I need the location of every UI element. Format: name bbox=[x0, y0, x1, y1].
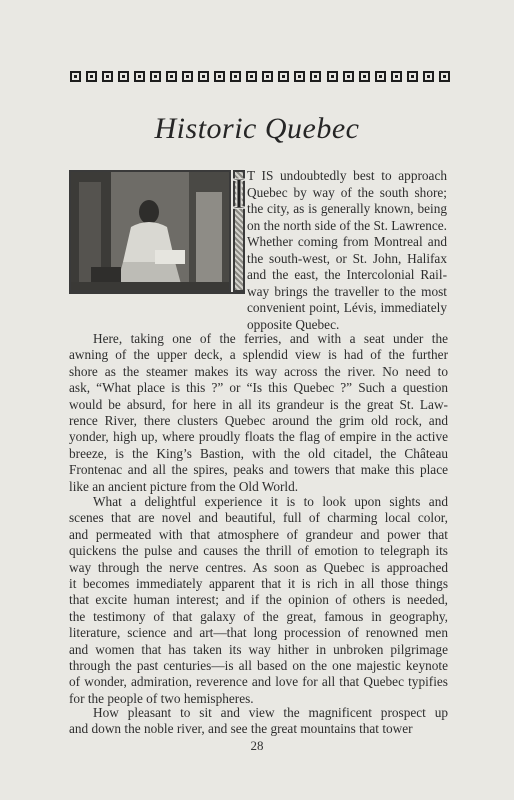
text-line: and women that has taken its way hither in unbroken pilgrimage bbox=[69, 641, 448, 657]
border-square bbox=[246, 71, 257, 82]
text-line: yonder, high up, where proudly floats the flag of empire in the active bbox=[69, 429, 448, 445]
text-line: convenient point, Lévis, immediately bbox=[247, 300, 447, 315]
border-square bbox=[134, 71, 145, 82]
dropcap-letter: I bbox=[231, 169, 247, 218]
text-line: way through the nerve centres. As soon as Quebec is approached bbox=[69, 559, 448, 575]
border-square bbox=[150, 71, 161, 82]
border-square bbox=[70, 71, 81, 82]
text-line: on the north side of the St. Lawrence. bbox=[247, 217, 447, 233]
border-square bbox=[343, 71, 354, 82]
text-line: the city, as is generally known, being bbox=[247, 201, 447, 216]
border-square bbox=[118, 71, 129, 82]
border-square bbox=[423, 71, 434, 82]
page-title: Historic Quebec bbox=[154, 112, 360, 145]
border-square bbox=[439, 71, 450, 82]
border-square bbox=[262, 71, 273, 82]
text-line: scenes that are novel and beautiful, full of charming local color, bbox=[69, 510, 448, 526]
border-square bbox=[407, 71, 418, 82]
border-square bbox=[166, 71, 177, 82]
border-square bbox=[310, 71, 321, 82]
text-line: the testimony of that galaxy of the great, famous in geography, bbox=[69, 608, 448, 624]
border-square bbox=[359, 71, 370, 82]
border-square bbox=[182, 71, 193, 82]
text-line: through the past centuries—is all based on the one majestic keynote bbox=[69, 658, 448, 673]
border-square bbox=[327, 71, 338, 82]
illustration-photo bbox=[69, 170, 231, 292]
page-number: 28 bbox=[250, 738, 264, 753]
text-line: How pleasant to sit and view the magnificent prospect up bbox=[93, 705, 448, 720]
text-line: and down the noble river, and see the great mountains that tower bbox=[69, 721, 413, 737]
text-line: ask, “What place is this ?” or “Is this Quebec ?” Such a question bbox=[69, 380, 448, 396]
text-line: literature, science and art—that long procession of renowned men bbox=[69, 625, 448, 641]
photo-scene bbox=[71, 172, 229, 290]
border-square bbox=[214, 71, 225, 82]
text-line: would be absurd, for here in all its grandeur is the great St. Law- bbox=[69, 396, 448, 412]
text-line: Frontenac and all the spires, peaks and towers that make this place bbox=[69, 462, 448, 478]
text-line: breeze, is the King’s Bastion, with the old citadel, the Château bbox=[69, 445, 448, 461]
text-line: like an ancient picture from the Old World. bbox=[69, 478, 299, 494]
text-line: and permeated with that atmosphere of grandeur and power that bbox=[69, 526, 448, 542]
illustration-base-rule bbox=[69, 292, 245, 298]
text-line: Here, taking one of the ferries, and with a seat under the bbox=[93, 331, 448, 346]
text-line: quickens the pulse and causes the thrill of emotion to telegraph its bbox=[69, 543, 448, 559]
border-square bbox=[102, 71, 113, 82]
border-square bbox=[278, 71, 289, 82]
text-line: What a delightful experience it is to look upon sights and bbox=[93, 494, 448, 509]
border-square bbox=[86, 71, 97, 82]
text-line: T IS undoubtedly best to approach bbox=[247, 168, 447, 183]
text-line: rence River, there clusters Quebec around the grim old rock, and bbox=[69, 413, 448, 428]
border-square bbox=[294, 71, 305, 82]
text-line: Whether coming from Montreal and bbox=[247, 234, 447, 249]
text-line: that excite human interest; and if the opinion of others is needed, bbox=[69, 592, 448, 608]
text-line: of wonder, admiration, reverence and love for all that Quebec typifies bbox=[69, 674, 448, 690]
border-square bbox=[230, 71, 241, 82]
text-line: awning of the upper deck, a splendid view is had of the further bbox=[69, 347, 448, 363]
text-line: Quebec by way of the south shore; bbox=[247, 184, 447, 200]
text-line: for the people of two hemispheres. bbox=[69, 690, 254, 706]
border-square bbox=[391, 71, 402, 82]
text-line: opposite Quebec. bbox=[247, 316, 340, 332]
border-square bbox=[198, 71, 209, 82]
text-line: it becomes immediately apparent that it is rich in all those things bbox=[69, 576, 448, 591]
text-line: way brings the traveller to the most bbox=[247, 283, 447, 299]
decorative-border bbox=[70, 69, 450, 83]
text-line: and the east, the Intercolonial Rail- bbox=[247, 267, 447, 282]
text-line: the south-west, or St. John, Halifax bbox=[247, 250, 447, 266]
text-line: shore as the steamer makes its way across the river. No need to bbox=[69, 363, 448, 379]
border-square bbox=[375, 71, 386, 82]
